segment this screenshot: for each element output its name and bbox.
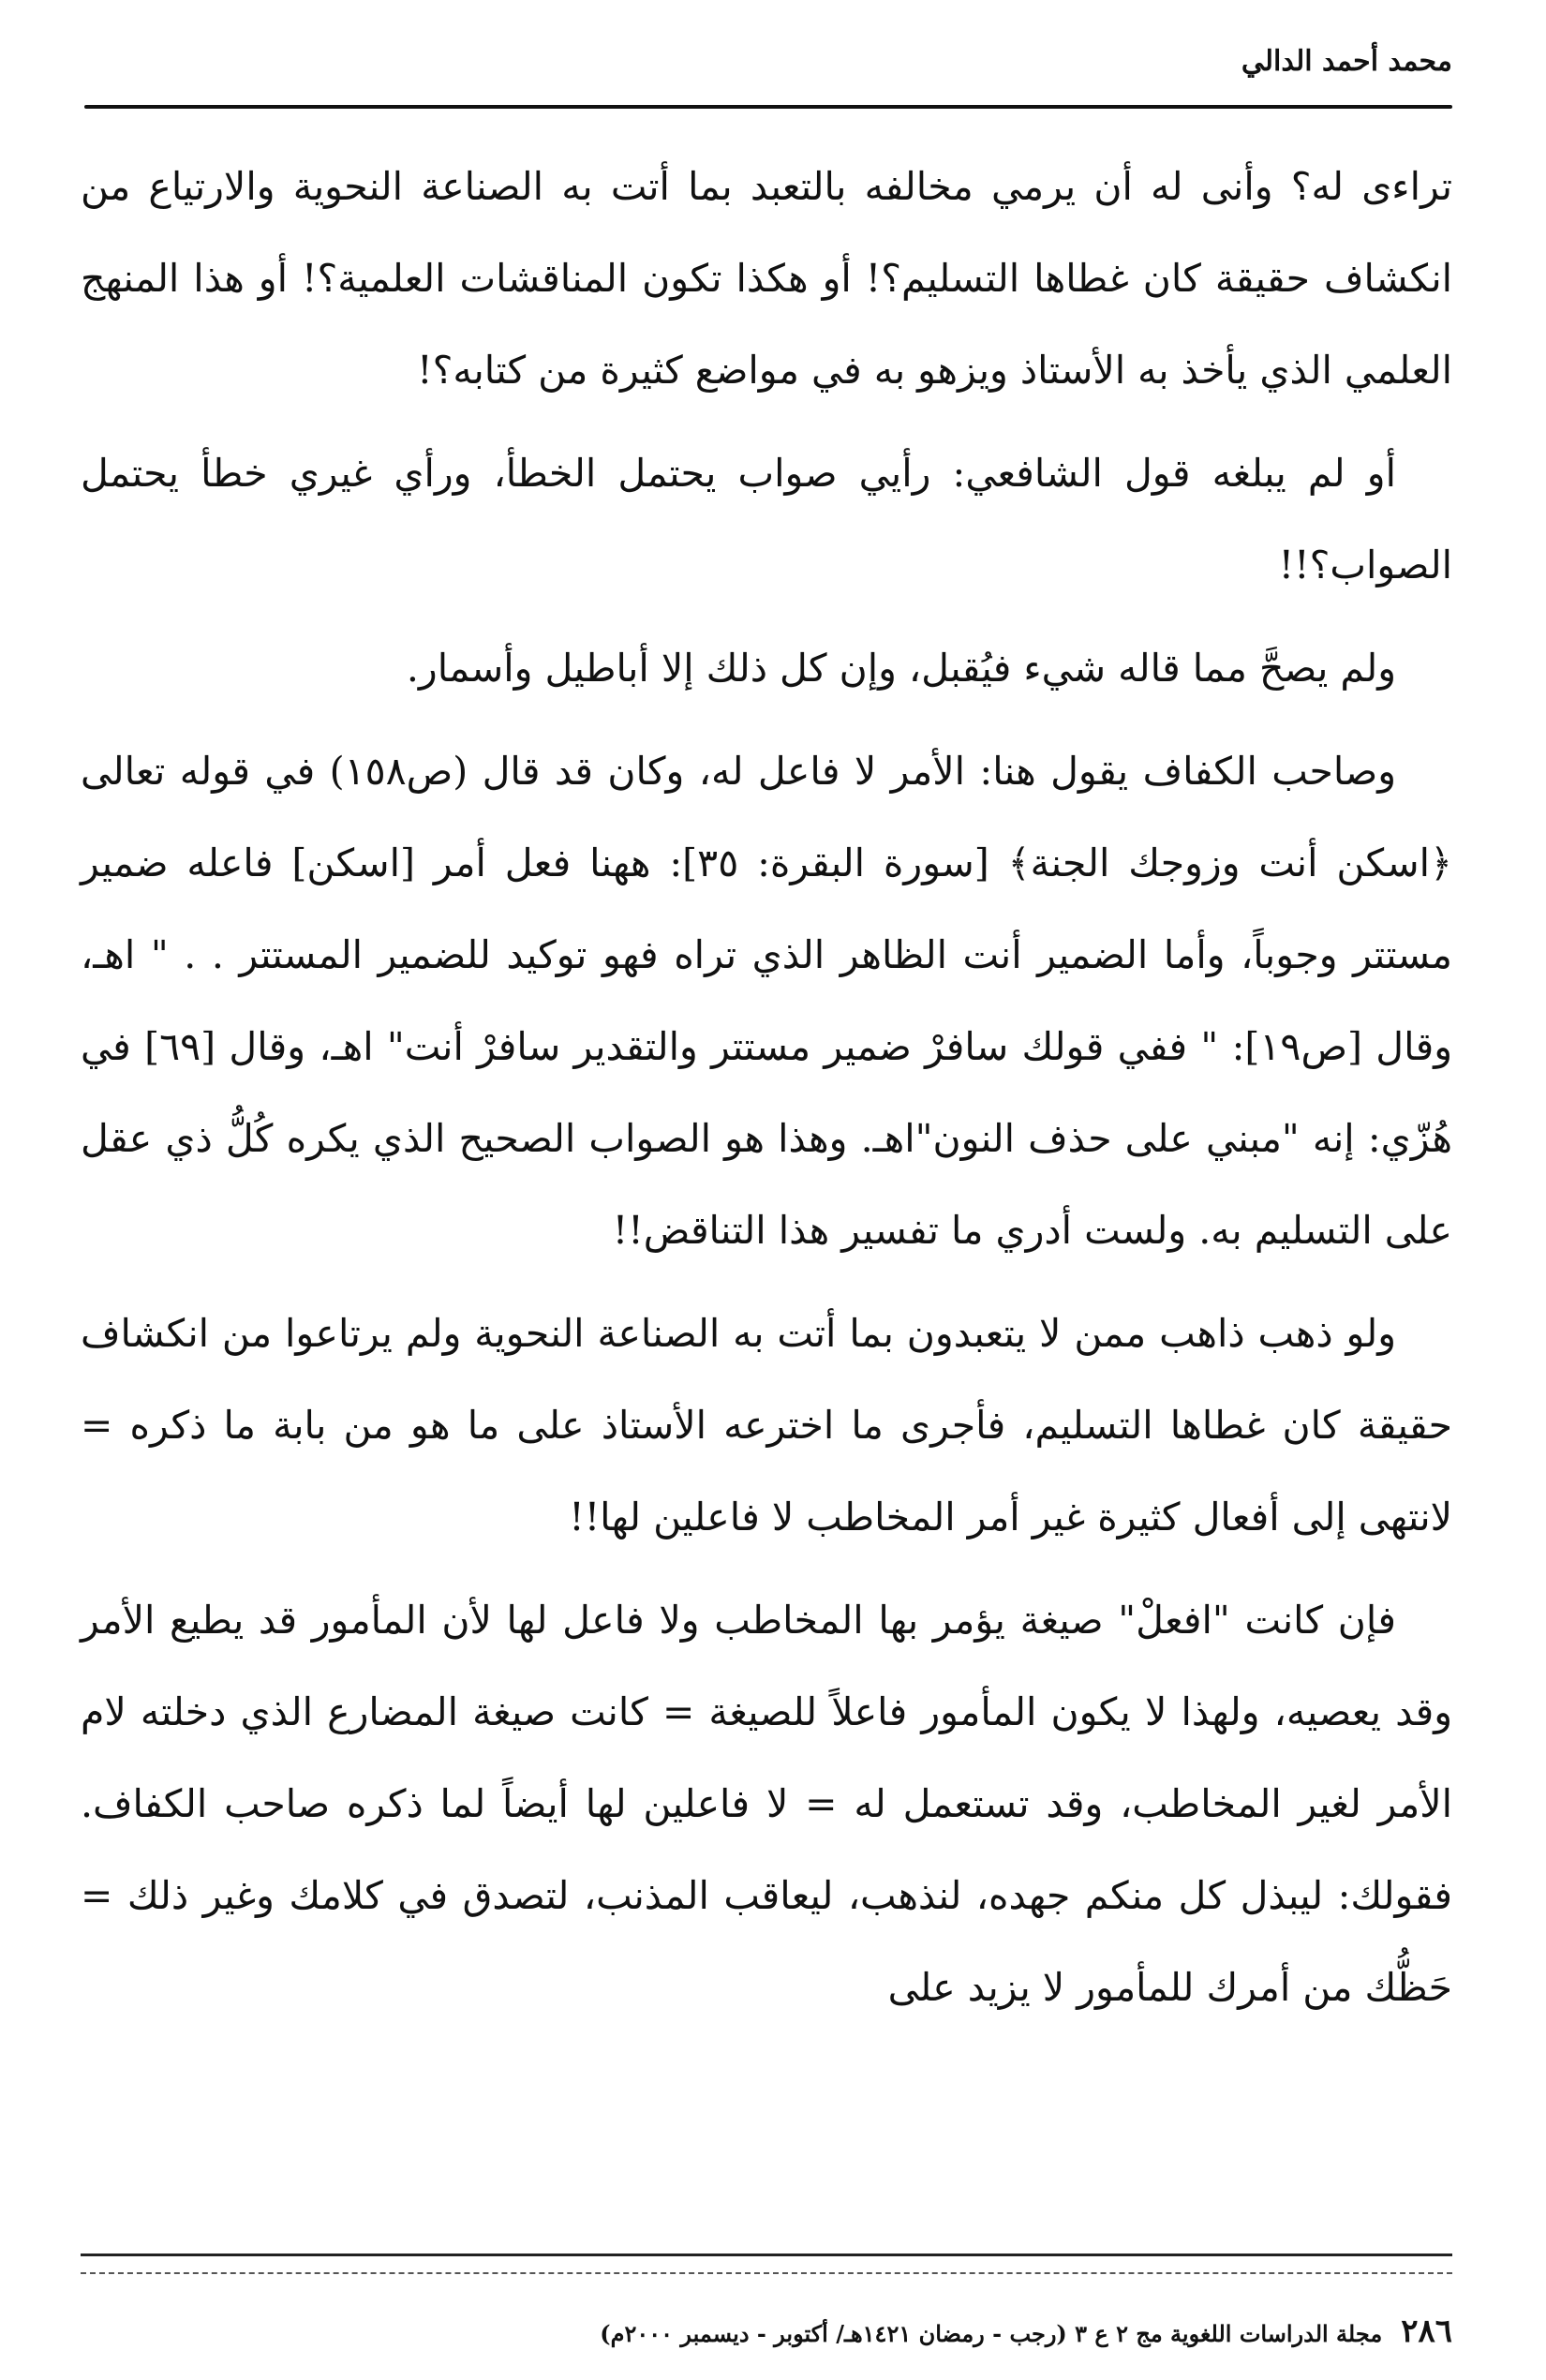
paragraph-6: فإن كانت "افعلْ" صيغة يؤمر بها المخاطب ولا فاعل لها لأن المأمور قد يطيع الأمر وقد يعصيه، ولهذا لا يكون المأمور فاعلاً للصيغة = كانت صيغة المضارع الذي دخلته لام الأمر لغير المخاطب، وقد تستعمل له = لا فاعلين لها أيضاً لما ذكره صاحب الكفاف. فقولك: ليبذل كل منكم جهده، لنذهب، ليعاقب المذنب، لتصدق في كلامك وغير ذلك = حَظُّك من أمرك للمأمور لا يزيد على: [81, 1598, 1452, 2010]
footer-rule: [81, 2254, 1452, 2256]
journal-reference: مجلة الدراسات اللغوية مج ٢ ع ٣ (رجب - رمضان ١٤٢١هـ/ أكتوبر - ديسمبر ٢٠٠٠م): [600, 2320, 1383, 2347]
paragraph-3: ولم يصحَّ مما قاله شيء فيُقبل، وإن كل ذلك إلا أباطيل وأسمار.: [406, 646, 1396, 691]
paragraph-2: أو لم يبلغه قول الشافعي: رأيي صواب يحتمل الخطأ، ورأي غيري خطأ يحتمل الصواب؟!!: [81, 451, 1452, 588]
paragraph-1: تراءى له؟ وأنى له أن يرمي مخالفه بالتعبد بما أتت به الصناعة النحوية والارتياع من انكشاف حقيقة كان غطاها التسليم؟! أو هكذا تكون المناقشات العلمية؟! أو هذا المنهج العلمي الذي يأخذ به الأستاذ ويزهو به في مواضع كثيرة من كتابه؟!: [81, 164, 1452, 393]
page-number: ٢٨٦: [1401, 2313, 1452, 2350]
paragraph-4: وصاحب الكفاف يقول هنا: الأمر لا فاعل له، وكان قد قال (ص١٥٨) في قوله تعالى ﴿اسكن أنت وزوجك الجنة﴾ [سورة البقرة: ٣٥]: ههنا فعل أمر [اسكن] فاعله ضمير مستتر وجوباً، وأما الضمير أنت الظاهر الذي تراه فهو توكيد للضمير المستتر . . " اهـ، وقال [ص١٩]: " ففي قولك سافرْ ضمير مستتر والتقدير سافرْ أنت" اهـ، وقال [٦٩] في هُزّي: إنه "مبني على حذف النون"اهـ. وهذا هو الصواب الصحيح الذي يكره كُلُّ ذي عقل على التسليم به. ولست أدري ما تفسير هذا التناقض!!: [81, 749, 1452, 1253]
paragraph-5: ولو ذهب ذاهب ممن لا يتعبدون بما أتت به الصناعة النحوية ولم يرتاعوا من انكشاف حقيقة كان غطاها التسليم، فأجرى ما اخترعه الأستاذ على ما هو من بابة ما ذكره = لانتهى إلى أفعال كثيرة غير أمر المخاطب لا فاعلين لها!!: [81, 1311, 1452, 1540]
header-rule: [84, 105, 1452, 109]
footer-rule-dashed: [81, 2272, 1452, 2274]
body-text: [81, 141, 1452, 2033]
running-header-author: محمد أحمد الدالي: [1241, 45, 1452, 78]
page-footer: [600, 2313, 1452, 2350]
